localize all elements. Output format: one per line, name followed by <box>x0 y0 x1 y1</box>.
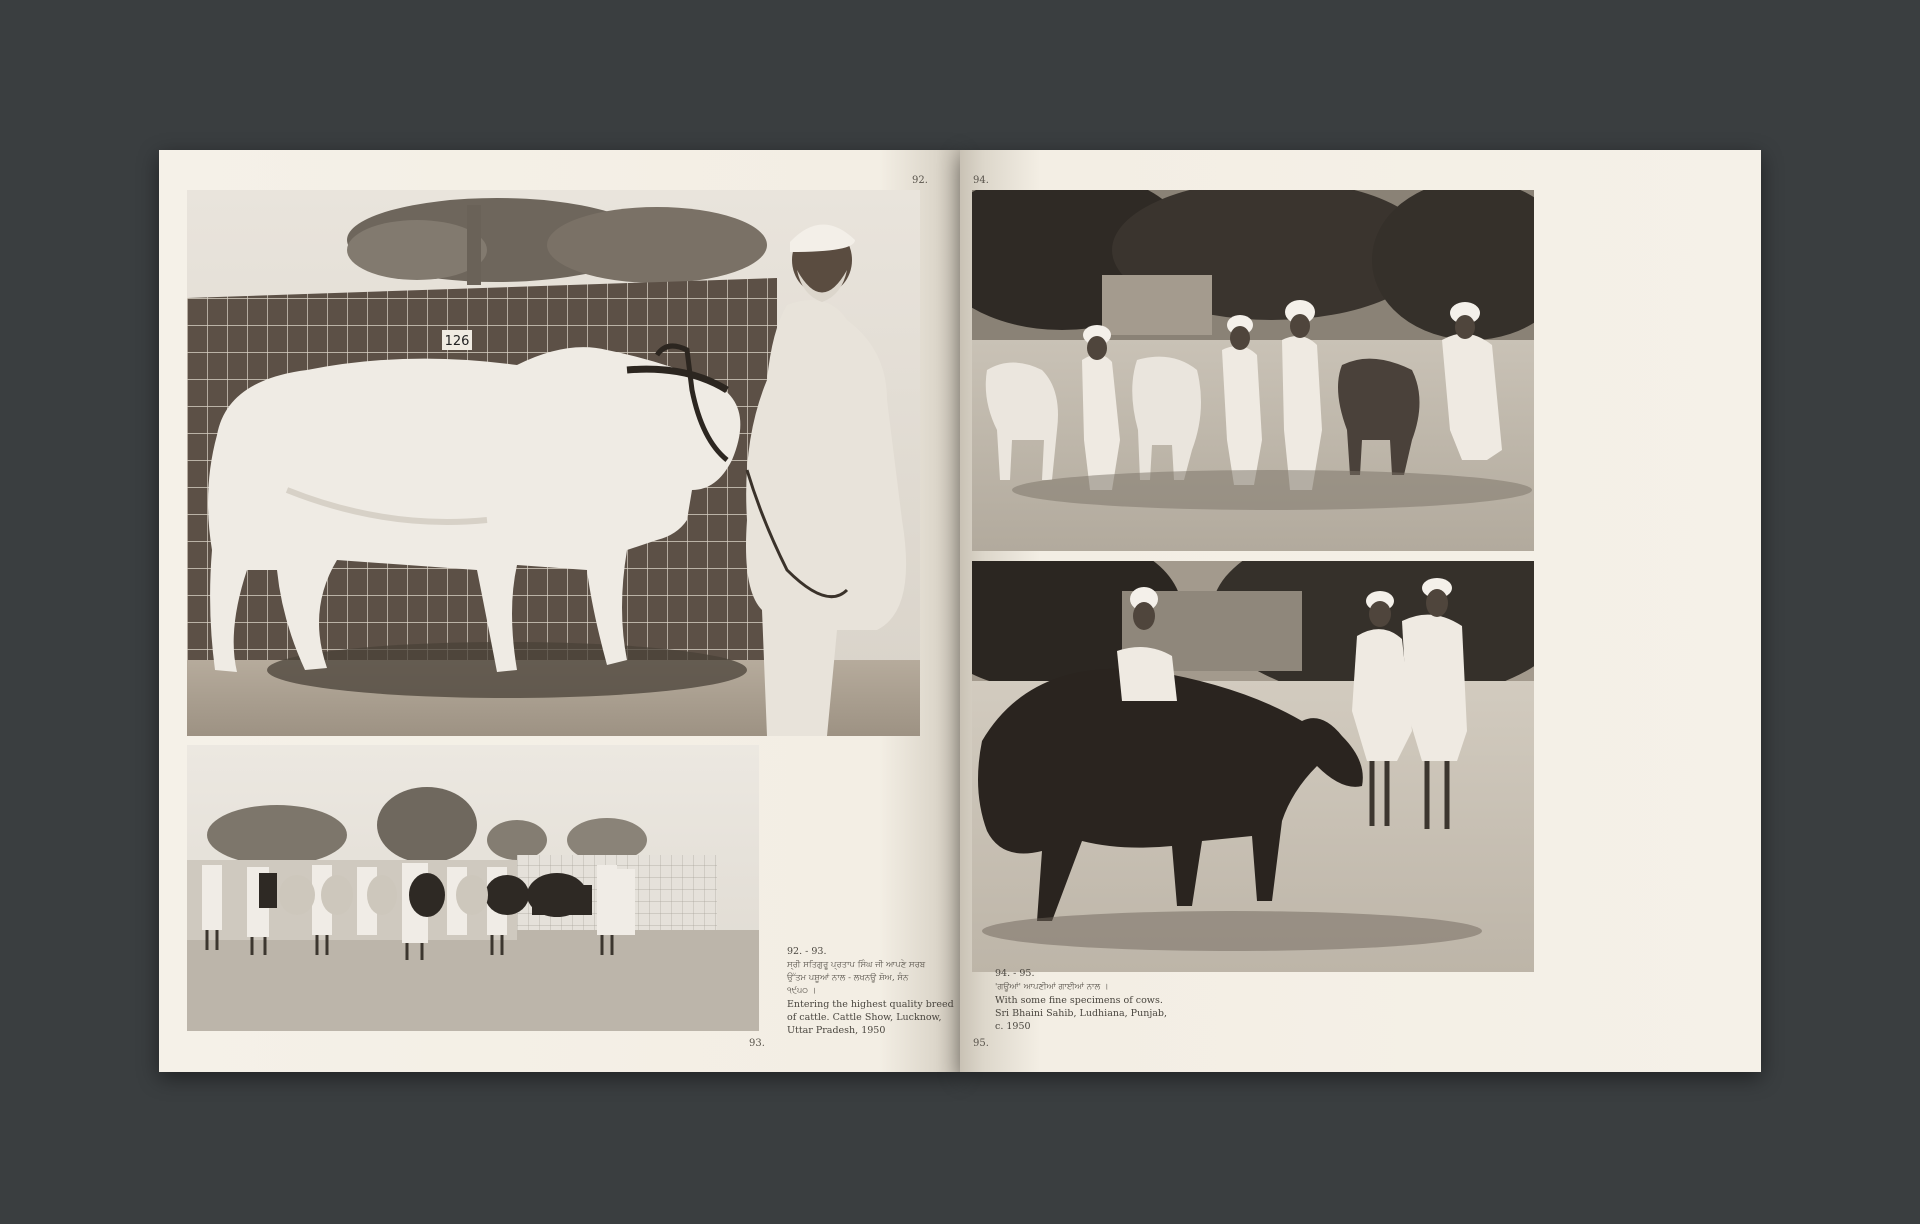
caption-english-line: Entering the highest quality breed <box>787 999 954 1010</box>
caption-english-line: c. 1950 <box>995 1021 1031 1032</box>
caption-punjabi-line: 'ਗਊਆਂ' ਆਪਣੀਆਂ ਗਾਈਆਂ ਨਾਲ । <box>995 982 1109 992</box>
pen-number-sign: 126 <box>444 334 470 349</box>
caption-english-line: Sri Bhaini Sahib, Ludhiana, Punjab, <box>995 1008 1168 1019</box>
caption-number: 94. - 95. <box>995 968 1035 979</box>
page-number-94: 94. <box>973 175 989 186</box>
caption-punjabi-line: ਸ੍ਰੀ ਸਤਿਗੁਰੂ ਪ੍ਰਤਾਪ ਸਿੰਘ ਜੀ ਆਪਣੇ ਸਰਬ <box>787 960 926 970</box>
left-page <box>159 150 960 1072</box>
photo-group-with-cattle <box>187 745 759 1031</box>
caption-english-line: With some fine specimens of cows. <box>995 995 1163 1006</box>
page-number-95: 95. <box>973 1038 989 1049</box>
caption-punjabi-line: ੧੯੫੦ । <box>787 986 817 996</box>
right-page <box>960 150 1761 1072</box>
book-spread <box>159 150 1761 1072</box>
caption-english-line: of cattle. Cattle Show, Lucknow, <box>787 1012 942 1023</box>
page-number-92: 92. <box>912 175 928 186</box>
caption-number: 92. - 93. <box>787 946 827 957</box>
caption-94-95 <box>995 967 1167 1033</box>
caption-punjabi-line: ਉੱਤਮ ਪਸ਼ੂਆਂ ਨਾਲ - ਲਖਨਊ ਸ਼ੋਅ, ਸੰਨ <box>787 973 909 983</box>
photo-men-with-cows <box>972 190 1534 551</box>
caption-english-line: Uttar Pradesh, 1950 <box>787 1025 886 1036</box>
photo-bull-at-cattle-show <box>187 190 920 736</box>
photo-men-with-buffalo <box>972 561 1534 972</box>
caption-92-93 <box>787 945 954 1037</box>
page-number-93: 93. <box>749 1038 765 1049</box>
